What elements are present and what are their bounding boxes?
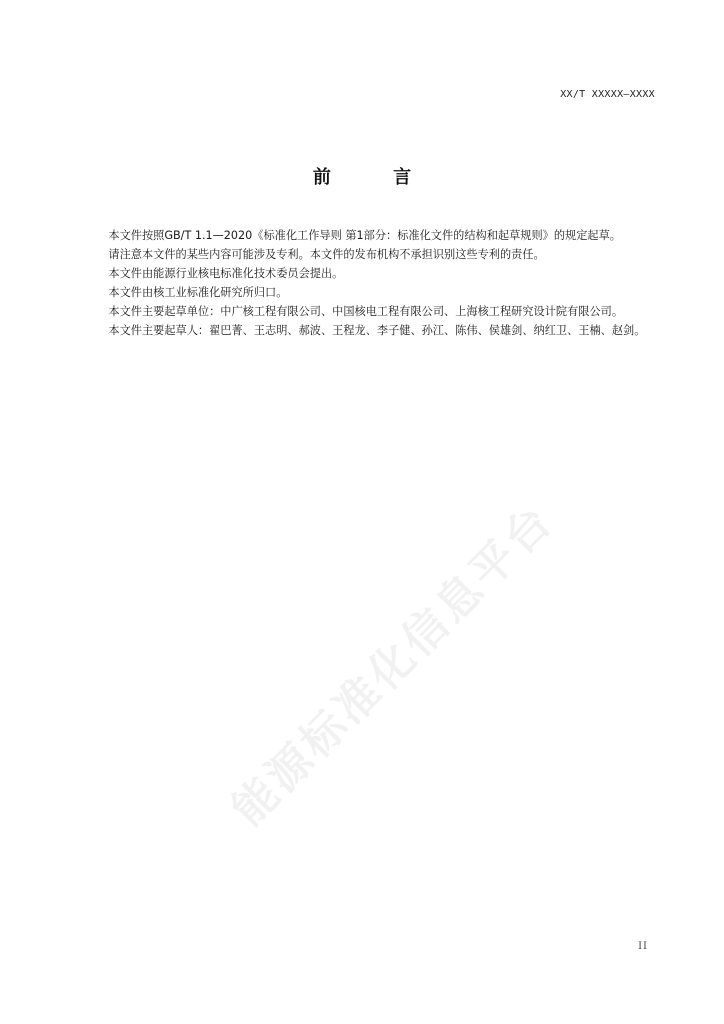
paragraph-administrator: 本文件由核工业标准化研究所归口。 [108, 285, 288, 299]
foreword-body [86, 227, 656, 340]
paragraph-drafters: 本文件主要起草人：翟巴菁、王志明、郝波、王程龙、李子健、孙江、陈伟、侯雄剑、纳红卫、王楠、赵剑。 [108, 323, 646, 337]
paragraph-drafting-units: 本文件主要起草单位：中广核工程有限公司、中国核电工程有限公司、上海核工程研究设计院有限公司。 [108, 304, 624, 318]
watermark: 能源标准化信息平台 [222, 494, 564, 836]
document-code: XX/T XXXXX—XXXX [560, 89, 655, 100]
page-title: 前 言 [312, 167, 440, 188]
paragraph-drafting-rules: 本文件按照GB/T 1.1—2020《标准化工作导则 第1部分：标准化文件的结构和起草规则》的规定起草。 [108, 229, 621, 242]
paragraph-patent-notice: 请注意本文件的某些内容可能涉及专利。本文件的发布机构不承担识别这些专利的责任。 [108, 247, 545, 261]
paragraph-proposer: 本文件由能源行业核电标准化技术委员会提出。 [108, 266, 344, 280]
page-number: II [638, 941, 648, 952]
